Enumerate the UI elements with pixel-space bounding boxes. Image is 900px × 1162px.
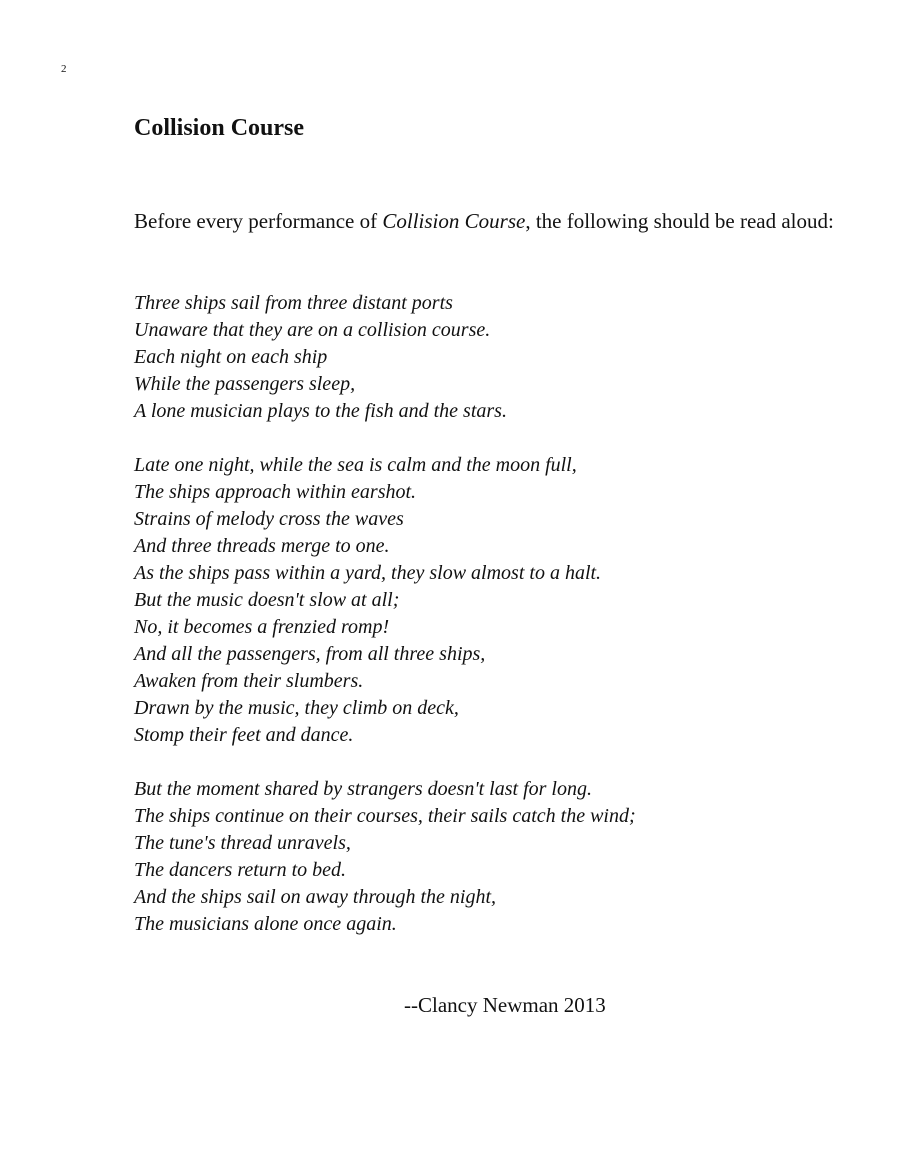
poem-line: Strains of melody cross the waves xyxy=(134,508,404,530)
intro-text-before: Before every performance of xyxy=(134,209,383,233)
poem-line: Three ships sail from three distant ports xyxy=(134,292,453,314)
intro-paragraph xyxy=(134,208,834,235)
poem-line: The tune's thread unravels, xyxy=(134,832,351,854)
poem-line: The musicians alone once again. xyxy=(134,913,397,935)
poem-line: The ships approach within earshot. xyxy=(134,481,417,503)
intro-text-after: , the following should be read aloud: xyxy=(525,209,834,233)
poem-stanza-3 xyxy=(134,776,636,938)
poem-line: Late one night, while the sea is calm and the moon full, xyxy=(134,454,577,476)
poem-line: Each night on each ship xyxy=(134,346,328,368)
poem-stanza-1 xyxy=(134,290,507,425)
poem-line: As the ships pass within a yard, they slow almost to a halt. xyxy=(134,562,602,584)
intro-work-title: Collision Course xyxy=(382,209,526,233)
poem-line: The ships continue on their courses, their sails catch the wind; xyxy=(134,805,636,827)
poem-line: Unaware that they are on a collision course. xyxy=(134,319,491,341)
page-number: 2 xyxy=(61,63,67,75)
poem-line: Stomp their feet and dance. xyxy=(134,724,354,746)
poem-line: But the moment shared by strangers doesn't last for long. xyxy=(134,778,592,800)
poem-line: And the ships sail on away through the night, xyxy=(134,886,497,908)
poem-line: A lone musician plays to the fish and the stars. xyxy=(134,400,507,422)
poem-line: But the music doesn't slow at all; xyxy=(134,589,400,611)
poem-line: And all the passengers, from all three ships, xyxy=(134,643,486,665)
attribution: --Clancy Newman 2013 xyxy=(404,993,606,1017)
poem-line: Drawn by the music, they climb on deck, xyxy=(134,697,459,719)
poem-stanza-2 xyxy=(134,452,601,749)
poem-line: The dancers return to bed. xyxy=(134,859,347,881)
poem-line: Awaken from their slumbers. xyxy=(134,670,364,692)
poem-line: While the passengers sleep, xyxy=(134,373,356,395)
poem-line: No, it becomes a frenzied romp! xyxy=(134,616,390,638)
document-title: Collision Course xyxy=(134,115,305,141)
poem-line: And three threads merge to one. xyxy=(134,535,390,557)
